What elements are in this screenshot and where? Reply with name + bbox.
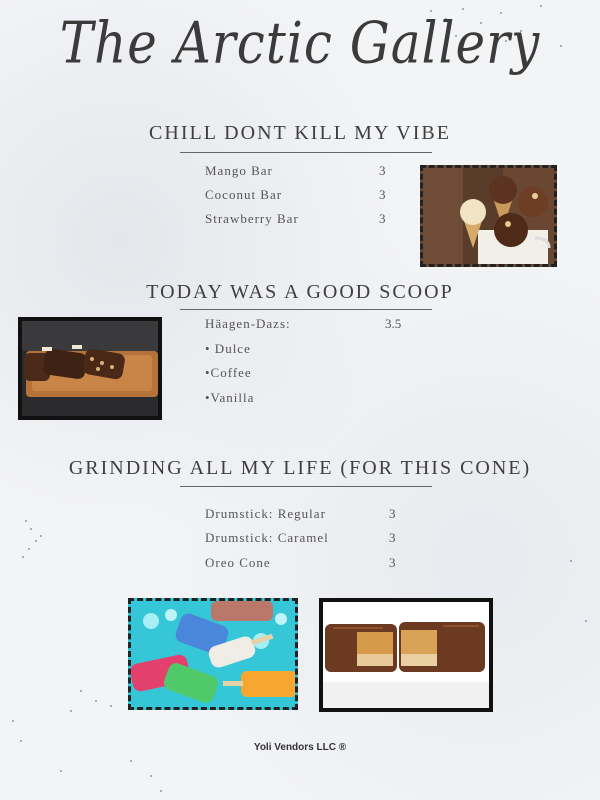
menu-item-price: 3	[389, 506, 396, 521]
menu-item: Coconut Bar	[205, 187, 283, 202]
candy-bar-illustration	[323, 602, 489, 708]
menu-item: Häagen-Dazs:	[205, 316, 291, 331]
section-divider	[180, 152, 432, 153]
photo-popsicles	[128, 598, 298, 710]
menu-item: • Dulce	[205, 341, 251, 356]
ice-cream-cones-illustration	[423, 168, 554, 264]
section-heading-2: TODAY WAS A GOOD SCOOP	[146, 281, 454, 303]
menu-item: Mango Bar	[205, 163, 273, 178]
menu-item-price: 3	[389, 555, 396, 570]
menu-item-price: 3	[379, 187, 386, 202]
section-divider	[180, 486, 432, 487]
photo-candy-bar	[319, 598, 493, 712]
section-heading-1: CHILL DONT KILL MY VIBE	[149, 122, 451, 144]
menu-item: •Vanilla	[205, 390, 255, 405]
footer-credit: Yoli Vendors LLC ®	[253, 742, 347, 753]
ice-cream-bars-illustration	[22, 321, 158, 416]
menu-item-price: 3.5	[385, 316, 402, 331]
menu-item-price: 3	[379, 211, 386, 226]
menu-item: Oreo Cone	[205, 555, 271, 570]
menu-item-price: 3	[389, 530, 396, 545]
menu-item: Drumstick: Regular	[205, 506, 326, 521]
section-heading-3: GRINDING ALL MY LIFE (FOR THIS CONE)	[68, 457, 532, 479]
page-title: The Arctic Gallery	[59, 9, 541, 77]
photo-ice-cream-bars	[18, 317, 162, 420]
menu-item: •Coffee	[205, 365, 252, 380]
menu-item: Strawberry Bar	[205, 211, 299, 226]
menu-item: Drumstick: Caramel	[205, 530, 329, 545]
photo-ice-cream-cones	[420, 165, 557, 267]
section-divider	[180, 309, 432, 310]
popsicles-illustration	[131, 601, 295, 707]
menu-item-price: 3	[379, 163, 386, 178]
